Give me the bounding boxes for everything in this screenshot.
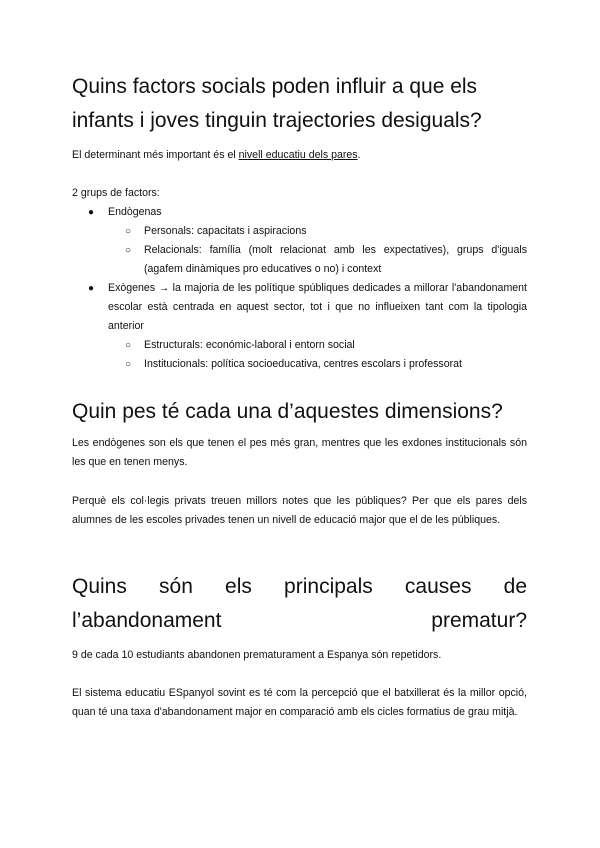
circle-bullet-icon: ○ <box>125 340 132 351</box>
circle-bullet-icon: ○ <box>125 226 132 237</box>
section2-heading: Quin pes té cada una d’aquestes dimensions? <box>72 400 503 423</box>
institucionals-text: Institucionals: política socioeducativa, centres escolars i professorat <box>144 358 462 370</box>
intro-prefix: El determinant més important és el <box>72 149 239 161</box>
intro-link: nivell educatiu dels pares <box>238 149 358 161</box>
factor-list <box>72 203 527 374</box>
endogenes-label: Endògenas <box>108 206 162 218</box>
list-item-personals <box>72 222 527 241</box>
estructurals-text: Estructurals: económic-laboral i entorn social <box>144 339 355 351</box>
section2-para2: Perquè els col·legis privats treuen millors notes que les públiques? Per que els pares dels alumnes de les escoles privades tenen un nivell de educació major que el de les públiques. <box>72 495 527 526</box>
bullet-icon: ● <box>88 283 95 294</box>
list-item-exogenes <box>72 279 527 336</box>
section1-heading: Quins factors socials poden influir a que els infants i joves tinguin trajectories desiguals? <box>72 75 482 132</box>
relacionals-text: Relacionals: família (molt relacionat amb les expectatives), grups d'iguals (agafem dinàmiques pro educatives o no) i context <box>144 244 527 275</box>
section1-intro <box>72 146 527 165</box>
section3-heading: Quins són els principals causes de l’abandonament prematur? <box>72 575 527 632</box>
list-item-endogenes <box>72 203 527 222</box>
personals-text: Personals: capacitats i aspiracions <box>144 225 307 237</box>
list-item-estructurals <box>72 336 527 355</box>
list-item-relacionals <box>72 241 527 279</box>
groups-label: 2 grups de factors: <box>72 187 160 199</box>
section3-para2: El sistema educatiu ESpanyol sovint es té com la percepció que el batxillerat és la millor opció, quan té una taxa d'abandonament major en comparació amb els cicles formatius de grau mitjà. <box>72 687 527 718</box>
section3-para1: 9 de cada 10 estudiants abandonen prematurament a Espanya són repetidors. <box>72 649 442 661</box>
circle-bullet-icon: ○ <box>125 359 132 370</box>
section2-para1: Les endògenes son els que tenen el pes més gran, mentres que les exdones institucionals són les que en tenen menys. <box>72 437 527 468</box>
intro-suffix: . <box>357 149 361 161</box>
bullet-icon: ● <box>88 207 95 218</box>
circle-bullet-icon: ○ <box>125 245 132 256</box>
list-item-institucionals <box>72 355 527 374</box>
exogenes-label: Exògenes → la majoria de les polítique spúbliques dedicades a millorar l'abandonament escolar està centrada en aquest sector, tot i que no influeixen tant com la tipologia anterior <box>108 282 527 332</box>
